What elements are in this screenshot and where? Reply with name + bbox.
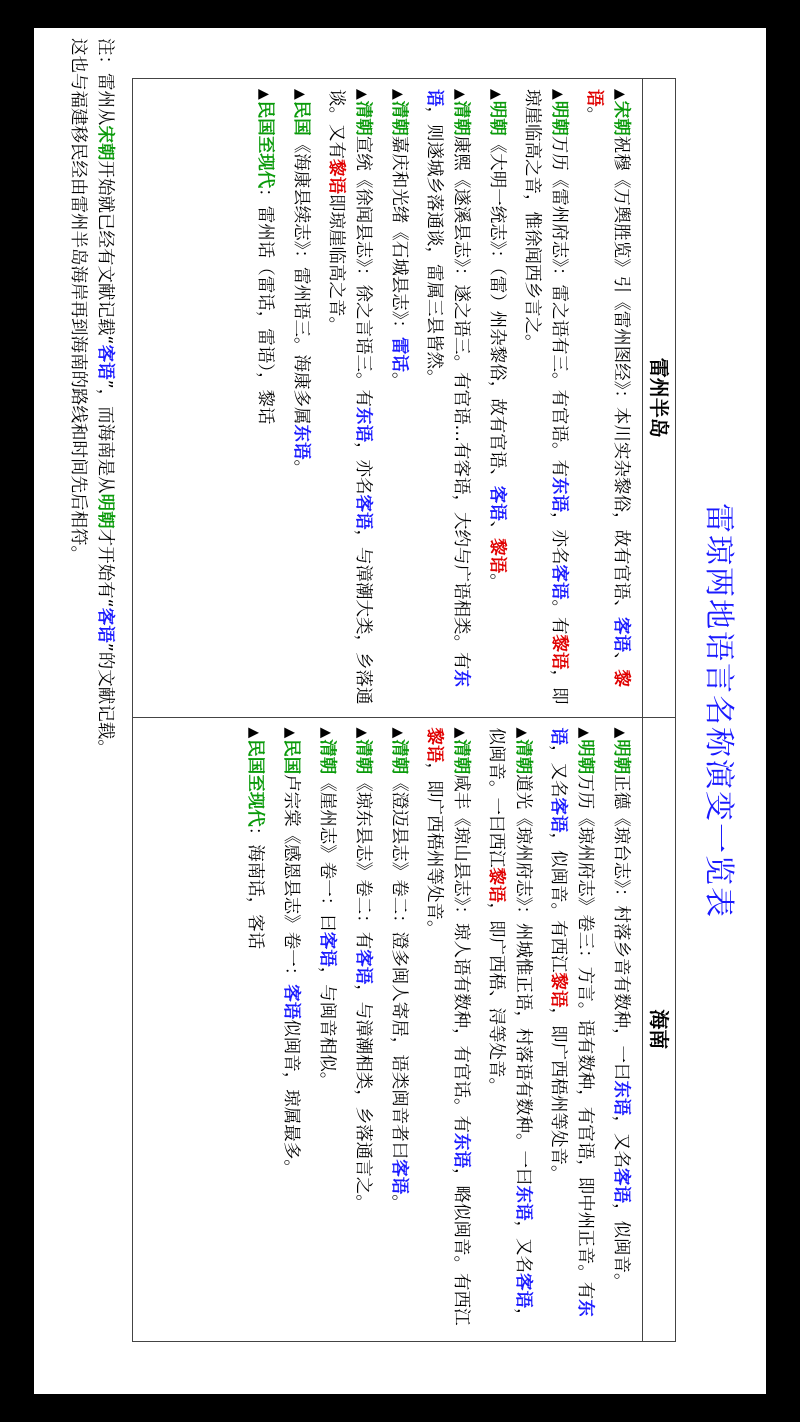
dialect-term: 东语 bbox=[611, 1080, 631, 1116]
li-term: 黎语 bbox=[549, 634, 569, 670]
era-label: 民国 bbox=[291, 100, 311, 136]
text-segment: ：雷州话（雷话，雷语），黎话 bbox=[255, 188, 275, 425]
triangle-bullet-icon: ▲ bbox=[612, 727, 628, 739]
dialect-term: 东语 bbox=[291, 424, 311, 460]
text-segment: ”的文献记载。 bbox=[95, 642, 115, 757]
dialect-term: 客语 bbox=[487, 485, 507, 521]
leizhou-entries bbox=[236, 79, 642, 717]
dialect-term: 客语 bbox=[95, 607, 115, 643]
text-segment: 万历《雷州府志》：雷之语有三。有官语。有 bbox=[549, 135, 569, 478]
era-label: 清朝 bbox=[353, 739, 373, 775]
history-entry bbox=[323, 89, 376, 707]
text-segment: 康熙《遂溪县志》：遂之语三。有官语…有客语，大约与广语相类。有 bbox=[451, 135, 471, 670]
rotated-document bbox=[34, 28, 766, 1394]
history-entry bbox=[241, 728, 268, 1332]
text-segment: 卢宗棠《感恩县志》卷一： bbox=[281, 774, 301, 985]
text-segment: ，又名 bbox=[611, 1115, 631, 1169]
history-entry bbox=[385, 728, 412, 1332]
era-label: 明朝 bbox=[487, 100, 507, 136]
dialect-term: 东语 bbox=[548, 727, 595, 1317]
history-entry bbox=[287, 89, 314, 707]
leizhou-header: 雷州半岛 bbox=[642, 79, 675, 717]
dialect-term: 东语 bbox=[353, 407, 373, 443]
text-segment: ，即琼崖临高之音，惟徐闻西乡言之。 bbox=[522, 89, 569, 705]
text-segment: 即琼崖临高之音。 bbox=[326, 194, 346, 334]
dialect-term: 东语 bbox=[451, 1133, 471, 1169]
text-segment: 《琼东县志》卷二：有 bbox=[353, 774, 373, 950]
leizhou-column bbox=[133, 79, 675, 718]
text-segment: 。有 bbox=[549, 599, 569, 635]
era-label: 清朝 bbox=[389, 100, 409, 136]
triangle-bullet-icon: ▲ bbox=[452, 89, 468, 100]
text-segment: ，亦名 bbox=[353, 442, 373, 495]
text-segment: ：海南话，客话 bbox=[245, 826, 265, 950]
history-entry bbox=[545, 728, 598, 1332]
era-label: 清朝 bbox=[353, 100, 373, 136]
text-segment: ，即广西梧、浔等处音。 bbox=[486, 902, 506, 1095]
triangle-bullet-icon: ▲ bbox=[246, 727, 262, 739]
text-segment: 道光《琼州府志》：州城惟正语，村落语有数种。一曰 bbox=[513, 774, 533, 1186]
text-segment: 、 bbox=[487, 520, 507, 539]
text-segment: 《澄迈县志》卷二：澄多闽人寄居，语类闽音者曰 bbox=[389, 774, 409, 1160]
li-term: 黎语 bbox=[487, 538, 507, 574]
triangle-bullet-icon: ▲ bbox=[256, 89, 272, 100]
history-entry bbox=[313, 728, 340, 1332]
li-term: 黎语 bbox=[326, 159, 346, 194]
text-segment: 。 bbox=[291, 459, 311, 478]
document-sheet bbox=[34, 28, 766, 1394]
era-label: 明朝 bbox=[549, 100, 569, 136]
text-segment: ，又名 bbox=[548, 745, 568, 798]
dialect-term: 雷话 bbox=[389, 337, 409, 373]
history-entry bbox=[251, 89, 278, 707]
dialect-term: 东语 bbox=[513, 1185, 533, 1221]
triangle-bullet-icon: ▲ bbox=[390, 727, 406, 739]
dialect-term: 客语 bbox=[389, 1159, 409, 1195]
text-segment: 这也与福建移民经由雷州半岛海岸再到海南的路线和时间先后相符。 bbox=[68, 38, 88, 563]
comparison-table bbox=[132, 78, 676, 1342]
li-term: 黎语 bbox=[548, 972, 568, 1008]
triangle-bullet-icon: ▲ bbox=[488, 89, 504, 100]
era-label: 清朝 bbox=[513, 739, 533, 775]
history-entry bbox=[349, 728, 376, 1332]
history-entry bbox=[277, 728, 304, 1332]
history-entry bbox=[421, 728, 474, 1332]
dialect-term: 客语 bbox=[281, 984, 301, 1020]
era-label: 明朝 bbox=[575, 739, 595, 775]
li-term: 黎语 bbox=[486, 867, 506, 903]
text-segment: 注：雷州从 bbox=[95, 38, 115, 126]
text-segment: ，即广西梧州等处音。 bbox=[424, 762, 444, 938]
dialect-term: 客语 bbox=[353, 949, 373, 985]
footnote-line-2 bbox=[64, 38, 91, 1368]
hainan-column bbox=[133, 718, 675, 1342]
era-label: 宋朝 bbox=[95, 125, 115, 161]
era-label: 民国 bbox=[281, 739, 301, 775]
text-segment: 嘉庆和光绪《石城县志》： bbox=[389, 135, 409, 338]
dialect-term: 客语 bbox=[611, 1168, 631, 1204]
text-segment: 《大明一统志》：（雷）州杂黎俗，故有官语、 bbox=[487, 135, 507, 486]
dialect-term: 客语 bbox=[95, 344, 115, 380]
era-label: 清朝 bbox=[451, 100, 471, 136]
era-label: 清朝 bbox=[389, 739, 409, 775]
triangle-bullet-icon: ▲ bbox=[452, 727, 468, 739]
dialect-term: 客语 bbox=[513, 1273, 533, 1309]
text-segment: 万历《琼州府志》卷三：方言。语有数种，有官语，即中州正音。有 bbox=[575, 774, 595, 1300]
page-title: 雷琼两地语言名称演变一览表 bbox=[701, 503, 736, 919]
dialect-term: 客语 bbox=[353, 494, 373, 530]
history-entry bbox=[483, 89, 510, 707]
text-segment: ，与漳潮相类，乡落通言之。 bbox=[353, 984, 373, 1212]
triangle-bullet-icon: ▲ bbox=[612, 89, 628, 100]
era-label: 明朝 bbox=[95, 493, 115, 529]
triangle-bullet-icon: ▲ bbox=[292, 89, 308, 100]
era-label: 宋朝 bbox=[611, 100, 631, 136]
dialect-term: 东语 bbox=[549, 477, 569, 513]
text-segment: ，即广西梧州等处音。 bbox=[548, 1007, 568, 1183]
text-segment: 。 bbox=[584, 106, 604, 124]
text-segment: ，略似闽音。有西江 bbox=[451, 1168, 471, 1326]
triangle-bullet-icon: ▲ bbox=[318, 727, 334, 739]
history-entry bbox=[421, 89, 474, 707]
text-segment: ，似闽音。一曰西江 bbox=[486, 727, 533, 1326]
text-segment: ，似闽音。有西江 bbox=[548, 832, 568, 973]
text-segment: 似闽音，琼属最多。 bbox=[281, 1019, 301, 1177]
dialect-term: 东语 bbox=[424, 89, 471, 688]
text-segment: 正德《琼台志》：村落乡音有数种，一曰 bbox=[611, 774, 631, 1081]
era-label: 民国至现代 bbox=[255, 100, 275, 189]
text-segment: 《海康县续志》：雷州语三。海康多属 bbox=[291, 135, 311, 425]
history-entry bbox=[483, 728, 536, 1332]
text-segment: 祝穆《万舆胜览》引《雷州图经》：本川实杂黎俗，故有官语、 bbox=[611, 135, 631, 618]
text-segment: 咸丰《琼山县志》：琼人语有数种，有官话。有 bbox=[451, 774, 471, 1134]
li-term: 黎语 bbox=[584, 89, 631, 688]
li-term: 黎语 bbox=[424, 727, 444, 763]
text-segment: 。 bbox=[487, 573, 507, 591]
text-segment: 宣统《徐闻县志》：徐之言语三。有 bbox=[353, 135, 373, 408]
text-segment: 、 bbox=[611, 652, 631, 670]
footnote bbox=[64, 38, 118, 1368]
history-entry bbox=[385, 89, 412, 707]
text-segment: 。 bbox=[389, 372, 409, 390]
history-entry bbox=[519, 89, 572, 707]
era-label: 民国至现代 bbox=[245, 739, 265, 827]
triangle-bullet-icon: ▲ bbox=[514, 727, 530, 739]
text-segment: ，与闽音相似。 bbox=[317, 966, 337, 1090]
era-label: 清朝 bbox=[317, 739, 337, 775]
text-segment: ，亦名 bbox=[549, 512, 569, 565]
text-segment: 开始就已经有文献记载“ bbox=[95, 160, 115, 345]
text-segment: ，与漳潮大类，乡落通谈。又有 bbox=[326, 89, 373, 705]
triangle-bullet-icon: ▲ bbox=[354, 727, 370, 739]
text-segment: 。 bbox=[389, 1194, 409, 1212]
history-entry bbox=[607, 728, 634, 1332]
text-segment: ，又名 bbox=[513, 1220, 533, 1274]
hainan-entries bbox=[226, 718, 642, 1342]
text-segment: ，则遂城乡落通谈，雷属三县皆然。 bbox=[424, 106, 444, 387]
history-entry bbox=[581, 89, 634, 707]
triangle-bullet-icon: ▲ bbox=[390, 89, 406, 100]
text-segment: 才开始有“ bbox=[95, 528, 115, 608]
dialect-term: 客语 bbox=[549, 564, 569, 600]
hainan-header: 海南 bbox=[642, 718, 675, 1342]
era-label: 明朝 bbox=[611, 739, 631, 775]
text-segment: 《崖州志》卷一：曰 bbox=[317, 774, 337, 932]
dialect-term: 客语 bbox=[317, 931, 337, 967]
triangle-bullet-icon: ▲ bbox=[550, 89, 566, 100]
footnote-line-1 bbox=[91, 38, 118, 1368]
triangle-bullet-icon: ▲ bbox=[354, 89, 370, 100]
text-segment: ”，而海南是从 bbox=[95, 379, 115, 494]
dialect-term: 客语 bbox=[611, 617, 631, 653]
triangle-bullet-icon: ▲ bbox=[576, 727, 592, 739]
era-label: 清朝 bbox=[451, 739, 471, 775]
text-segment: ，似闽音。 bbox=[611, 1203, 631, 1291]
triangle-bullet-icon: ▲ bbox=[282, 727, 298, 739]
dialect-term: 客语 bbox=[548, 797, 568, 833]
